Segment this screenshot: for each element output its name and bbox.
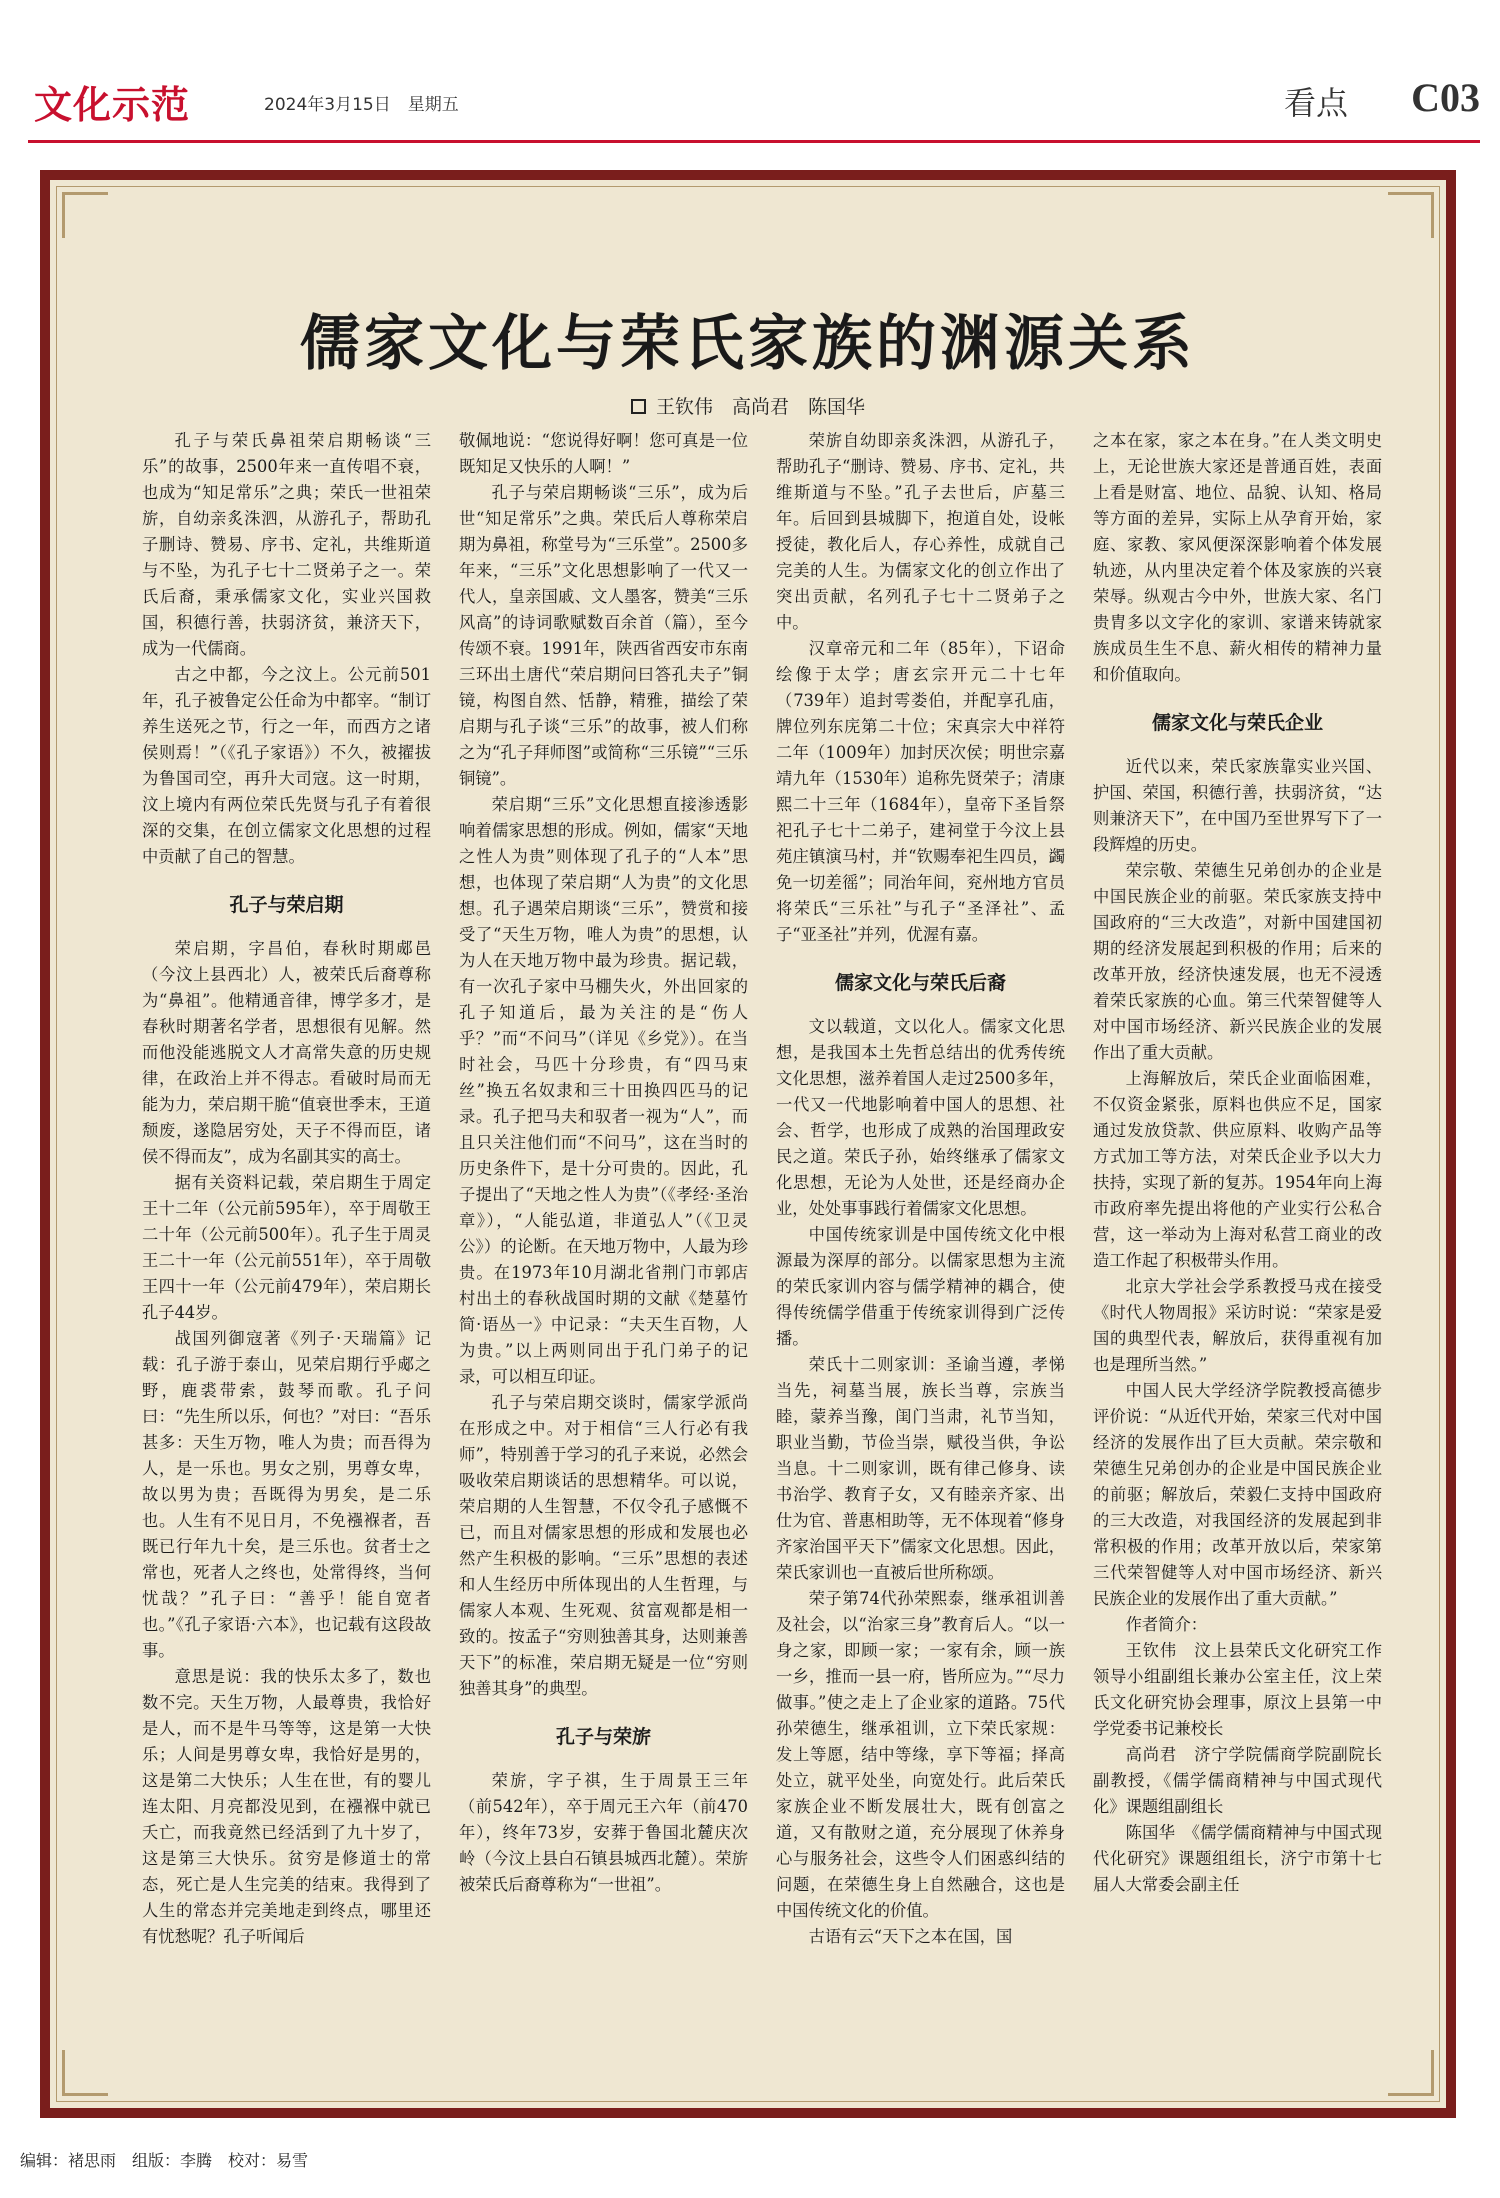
byline-square-icon xyxy=(631,399,646,414)
paragraph: 汉章帝元和二年（85年），下诏命绘像于太学；唐玄宗开元二十七年（739年）追封雩娄伯，并配享孔庙，牌位列东庑第二十位；宋真宗大中祥符二年（1009年）加封厌次侯；明世宗嘉靖九年（1530年）追称先贤荣子；清康熙二十三年（1684年），皇帝下圣旨祭祀孔子七十二弟子，建祠堂于今汶上县苑庄镇演马村，并“钦赐奉祀生四员，蠲免一切差徭”；同治年间，兖州地方官员将荣氏“三乐社”与孔子“圣泽社”、孟子“亚圣社”并列，优渥有嘉。 xyxy=(776,639,1065,944)
paragraph: 近代以来，荣氏家族靠实业兴国、护国、荣国，积德行善，扶弱济贫，“达则兼济天下”，在中国乃至世界写下了一段辉煌的历史。 xyxy=(1093,757,1382,854)
byline-authors: 王钦伟 高尚君 陈国华 xyxy=(655,396,865,418)
section-heading: 儒家文化与荣氏企业 xyxy=(1151,712,1323,734)
issue-date: 2024年3月15日 星期五 xyxy=(264,95,459,115)
paragraph: 文以载道，文以化人。儒家文化思想，是我国本土先哲总结出的优秀传统文化思想，滋养着国人走过2500多年，一代又一代地影响着中国人的思想、社会、哲学，也形成了成熟的治国理政安民之道。荣氏子孙，始终继承了儒家文化思想，无论为人处世，还是经商办企业，处处事事践行着儒家文化思想。 xyxy=(776,1017,1065,1218)
paragraph: 孔子与荣启期畅谈“三乐”，成为后世“知足常乐”之典。荣氏后人尊称荣启期为鼻祖，称堂号为“三乐堂”。2500多年来，“三乐”文化思想影响了一代又一代人，皇亲国戚、文人墨客，赞美“三乐风高”的诗词歌赋数百余首（篇），至今传颂不衰。1991年，陕西省西安市东南三环出土唐代“荣启期问曰答孔夫子”铜镜，构图自然、恬静，精雅，描绘了荣启期与孔子谈“三乐”的故事，被人们称之为“孔子拜师图”或简称“三乐镜”“三乐铜镜”。 xyxy=(459,483,748,788)
masthead-divider xyxy=(28,140,1480,143)
paragraph: 战国列御寇著《列子·天瑞篇》记载：孔子游于泰山，见荣启期行乎郕之野，鹿裘带索，鼓琴而歌。孔子问曰：“先生所以乐，何也？”对曰：“吾乐甚多：天生万物，唯人为贵；而吾得为人，是一乐也。男女之别，男尊女卑，故以男为贵；吾既得为男矣，是二乐也。人生有不见日月，不免襁褓者，吾既已行年九十矣，是三乐也。贫者士之常也，死者人之终也，处常得终，当何忧哉？”孔子曰：“善乎！能自宽者也。”《孔子家语·六本》，也记载有这段故事。 xyxy=(142,1329,431,1660)
paragraph: 意思是说：我的快乐太多了，数也数不完。天生万物，人最尊贵，我恰好是人，而不是牛马等等，这是第一大快乐；人间是男尊女卑，我恰好是男的，这是第二大快乐；人生在世，有的婴儿连太阳、月亮都没见到，在襁褓中就已夭亡，而我竟然已经活到了九十岁了，这是第三大快乐。贫穷是修道士的常态，死亡是人生完美的结束。我得到了人生的常态并完美地走到终点，哪里还有忧愁呢？孔子听闻后 xyxy=(142,1667,431,1946)
paragraph: 上海解放后，荣氏企业面临困难，不仅资金紧张，原料也供应不足，国家通过发放贷款、供应原料、收购产品等方式加工等方法，对荣氏企业予以大力扶持，实现了新的复苏。1954年向上海市政府率先提出将他的产业实行公私合营，这一举动为上海对私营工商业的改造工作起了积极带头作用。 xyxy=(1093,1069,1382,1270)
paragraph: 荣子第74代孙荣熙泰，继承祖训善及社会，以“治家三身”教育后人。“以一身之家，即顾一家；一家有余，顾一族一乡，推而一县一府，皆所应为。”“尽力做事。”使之走上了企业家的道路。75代孙荣德生，继承祖训，立下荣氏家规：发上等愿，结中等缘，享下等福；择高处立，就平处坐，向宽处行。此后荣氏家族企业不断发展壮大，既有创富之道，又有散财之道，充分展现了休养身心与服务社会，这些令人们困惑纠结的问题，在荣德生身上自然融合，这也是中国传统文化的价值。 xyxy=(776,1589,1065,1920)
paragraph: 北京大学社会学系教授马戎在接受《时代人物周报》采访时说：“荣家是爱国的典型代表，解放后，获得重视有加也是理所当然。” xyxy=(1093,1277,1382,1374)
frame-corner-ornament xyxy=(1388,2050,1434,2096)
newspaper-logo: 文化示范 xyxy=(34,82,191,127)
section-heading: 儒家文化与荣氏后裔 xyxy=(834,972,1006,994)
frame-corner-ornament xyxy=(62,192,108,238)
byline xyxy=(150,392,1346,419)
paragraph: 中国人民大学经济学院教授高德步评价说：“从近代开始，荣家三代对中国经济的发展作出了巨大贡献。荣宗敬和荣德生兄弟创办的企业是中国民族企业的前驱；解放后，荣毅仁支持中国政府的三大改造，对我国经济的发展起到非常积极的作用；改革开放以后，荣家第三代荣智健等人对中国市场经济、新兴民族企业的发展作出了重大贡献。” xyxy=(1093,1381,1382,1608)
author-intro-heading: 作者简介： xyxy=(1125,1615,1208,1634)
paragraph: 荣宗敬、荣德生兄弟创办的企业是中国民族企业的前驱。荣氏家族支持中国政府的“三大改造”，对新中国建国初期的经济发展起到积极的作用；后来的改革开放，经济快速发展，也无不浸透着荣氏家族的心血。第三代荣智健等人对中国市场经济、新兴民族企业的发展作出了重大贡献。 xyxy=(1093,861,1382,1062)
paragraph: 荣旂自幼即亲炙洙泗，从游孔子，帮助孔子“删诗、赞易、序书、定礼，共维斯道与不坠。”孔子去世后，庐墓三年。后回到县城脚下，抱道自处，设帐授徒，教化后人，存心养性，成就自己完美的人生。为儒家文化的创立作出了突出贡献，名列孔子七十二贤弟子之中。 xyxy=(776,431,1065,632)
paragraph: 荣旂，字子祺，生于周景王三年（前542年），卒于周元王六年（前470年），终年73岁，安葬于鲁国北麓庆次岭（今汶上县白石镇县城西北麓）。荣旂被荣氏后裔尊称为“一世祖”。 xyxy=(459,1771,748,1894)
paragraph: 敬佩地说：“您说得好啊！您可真是一位既知足又快乐的人啊！” xyxy=(459,431,748,476)
column-1 xyxy=(142,428,431,2068)
column-4 xyxy=(1093,428,1382,2068)
article-body xyxy=(142,428,1382,2068)
author-bio: 高尚君 济宁学院儒商学院副院长副教授，《儒学儒商精神与中国式现代化》课题组副组长 xyxy=(1093,1745,1382,1816)
section-name: 看点 xyxy=(1283,84,1348,122)
editor-credits: 编辑：褚思雨 组版：李腾 校对：易雪 xyxy=(20,2151,309,2170)
author-bio: 陈国华 《儒学儒商精神与中国式现代化研究》课题组组长，济宁市第十七届人大常委会副主任 xyxy=(1093,1823,1382,1894)
author-bio: 王钦伟 汶上县荣氏文化研究工作领导小组副组长兼办公室主任，汶上荣氏文化研究协会理事，原汶上县第一中学党委书记兼校长 xyxy=(1093,1641,1382,1738)
masthead xyxy=(28,74,1480,134)
column-2 xyxy=(459,428,748,2068)
paragraph: 古语有云“天下之本在国，国 xyxy=(808,1927,1013,1946)
frame-corner-ornament xyxy=(62,2050,108,2096)
section-heading: 孔子与荣启期 xyxy=(229,894,344,916)
page-number: C03 xyxy=(1411,75,1480,120)
paragraph: 孔子与荣氏鼻祖荣启期畅谈“三乐”的故事，2500年来一直传唱不衰，也成为“知足常乐”之典；荣氏一世祖荣旂，自幼亲炙洙泗，从游孔子，帮助孔子删诗、赞易、序书、定礼，共维斯道与不坠，为孔子七十二贤弟子之一。荣氏后裔，秉承儒家文化，实业兴国救国，积德行善，扶弱济贫，兼济天下，成为一代儒商。 xyxy=(142,431,431,658)
paragraph: 荣启期，字昌伯，春秋时期郕邑（今汶上县西北）人，被荣氏后裔尊称为“鼻祖”。他精通音律，博学多才，是春秋时期著名学者，思想很有见解。然而他没能逃脱文人才高常失意的历史规律，在政治上并不得志。看破时局而无能为力，荣启期干脆“值衰世季末，王道颓废，遂隐居穷处，天子不得而臣，诸侯不得而友”，成为名副其实的高士。 xyxy=(142,939,431,1166)
paragraph: 孔子与荣启期交谈时，儒家学派尚在形成之中。对于相信“三人行必有我师”，特别善于学习的孔子来说，必然会吸收荣启期谈话的思想精华。可以说，荣启期的人生智慧，不仅令孔子感慨不已，而且对儒家思想的形成和发展也必然产生积极的影响。“三乐”思想的表述和人生经历中所体现出的人生哲理，与儒家人本观、生死观、贫富观都是相一致的。按孟子“穷则独善其身，达则兼善天下”的标准，荣启期无疑是一位“穷则独善其身”的典型。 xyxy=(459,1393,748,1698)
paragraph: 荣启期“三乐”文化思想直接渗透影响着儒家思想的形成。例如，儒家“天地之性人为贵”则体现了孔子的“人本”思想，也体现了荣启期“人为贵”的文化思想。孔子遇荣启期谈“三乐”，赞赏和接受了“天生万物，唯人为贵”的思想，认为人在天地万物中最为珍贵。据记载，有一次孔子家中马棚失火，外出回家的孔子知道后，最为关注的是“伤人乎？”而“不问马”（详见《乡党》）。在当时社会，马匹十分珍贵，有“四马束丝”换五名奴隶和三十田换四匹马的记录。孔子把马夫和驭者一视为“人”，而且只关注他们而“不问马”，这在当时的历史条件下，是十分可贵的。因此，孔子提出了“天地之性人为贵”（《孝经·圣治章》），“人能弘道，非道弘人”（《卫灵公》）的论断。在天地万物中，人最为珍贵。在1973年10月湖北省荆门市郭店村出土的春秋战国时期的文献《楚墓竹简·语丛一》中记录：“夫天生百物，人为贵。”以上两则同出于孔门弟子的记录，可以相互印证。 xyxy=(459,795,748,1386)
article-title: 儒家文化与荣氏家族的渊源关系 xyxy=(300,309,1196,379)
paragraph: 荣氏十二则家训：圣谕当遵，孝悌当先，祠墓当展，族长当尊，宗族当睦，蒙养当豫，闺门当肃，礼节当知，职业当勤，节俭当崇，赋役当供，争讼当息。十二则家训，既有律己修身、读书治学、教育子女，又有睦亲齐家、出仕为官、普惠相助等，无不体现着“修身齐家治国平天下”儒家文化思想。因此，荣氏家训也一直被后世所称颂。 xyxy=(776,1355,1065,1582)
frame-corner-ornament xyxy=(1388,192,1434,238)
paragraph: 据有关资料记载，荣启期生于周定王十二年（公元前595年），卒于周敬王二十年（公元前500年）。孔子生于周灵王二十一年（公元前551年），卒于周敬王四十一年（公元前479年），荣启期长孔子44岁。 xyxy=(142,1173,431,1322)
paragraph: 古之中都，今之汶上。公元前501年，孔子被鲁定公任命为中都宰。“制订养生送死之节，行之一年，而西方之诸侯则焉！”（《孔子家语》）不久，被擢拔为鲁国司空，再升大司寇。这一时期，汶上境内有两位荣氏先贤与孔子有着很深的交集，在创立儒家文化思想的过程中贡献了自己的智慧。 xyxy=(142,665,431,866)
article-frame xyxy=(40,170,1456,2118)
section-heading: 孔子与荣旂 xyxy=(555,1726,651,1748)
paragraph: 中国传统家训是中国传统文化中根源最为深厚的部分。以儒家思想为主流的荣氏家训内容与儒学精神的耦合，使得传统儒学借重于传统家训得到广泛传播。 xyxy=(776,1225,1065,1348)
paragraph: 之本在家，家之本在身。”在人类文明史上，无论世族大家还是普通百姓，表面上看是财富、地位、品貌、认知、格局等方面的差异，实际上从孕育开始，家庭、家教、家风便深深影响着个体发展轨迹，从内里决定着个体及家族的兴衰荣辱。纵观古今中外，世族大家、名门贵胄多以文字化的家训、家谱来铸就家族成员生生不息、薪火相传的精神力量和价值取向。 xyxy=(1093,431,1382,684)
column-3 xyxy=(776,428,1065,2068)
